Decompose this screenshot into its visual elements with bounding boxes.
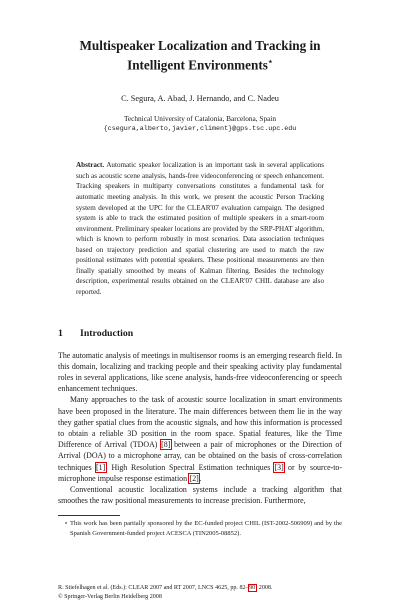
intro-paragraph-2 [58, 394, 342, 484]
footnote-text: This work has been partially sponsored by the EC-funded project CHIL (IST-2002-506909) and by the Spanish Government-funded project ACESCA (TIN2005-08852). [69, 520, 342, 537]
citation-line [58, 584, 342, 593]
citation-line-text-b: , 2008. [255, 585, 273, 591]
footnote [58, 519, 342, 537]
author-emails: {csegura,alberto,javier,climent}@gps.tsc.upc.edu [103, 125, 297, 134]
paper-title [58, 38, 342, 73]
abstract-label: Abstract. [76, 161, 105, 170]
para2-text-b: between a pair of microphones or the Direction of Arrival (DOA) to a microphone array, can be obtained on the basis of cross-correlation techniques [58, 440, 342, 472]
para2-text-d: or by source-to-microphone impulse response estimation [58, 462, 342, 483]
section-heading-introduction [58, 328, 342, 339]
title-line-1: Multispeaker Localization and Tracking in [79, 38, 321, 53]
introduction-body [58, 350, 342, 507]
para2-text-a: Many approaches to the task of acoustic source localization in smart environments have been proposed in the literature. The main differences between them lie in the way they gather spatial clues from the acoustic signals, and how this information is processed to obtain a reliable 3D position in the room space. Spatial features, like the Time Difference of Arrival (TDOA) [58, 395, 342, 450]
footnote-mark: ⋆ [64, 520, 69, 528]
para2-text-c: , High Resolution Spectral Estimation techniques [105, 462, 275, 472]
citation-line-text-a: R. Stiefelhagen et al. (Eds.): CLEAR 2007 and RT 2007, LNCS 4625, pp. 82– [58, 585, 249, 591]
title-footnote-mark: ⋆ [267, 57, 273, 66]
title-line-2: Intelligent Environments [127, 57, 268, 73]
citation-link-8[interactable]: [8] [161, 440, 171, 450]
citation-link-1[interactable]: [1] [96, 462, 106, 472]
abstract-text: Automatic speaker localization is an important task in several applications such as acoustic scene analysis, hands-free videoconferencing or speech enhancement. Tracking speakers in multiparty conversations constitutes a fundamental task for automatic meeting analysis. In this work, we present the acoustic Person Tracking system developed at the UPC for the CLEAR'07 evaluation campaign. The designed system is able to track the estimated position of multiple speakers in a smart-room environment. Preliminary speaker locations are provided by the SRP-PHAT algorithm, which is known to perform robustly in most scenarios. Data association techniques based on trajectory prediction and spatial clustering are used to match the raw positional estimates with potential speakers. These positional measurements are then finally spatially smoothed by means of Kalman filtering. Besides the technology description, experimental results obtained on the CLEAR'07 CHIL database are also reported. [76, 161, 324, 296]
affiliation: Technical University of Catalonia, Barcelona, Spain [123, 114, 277, 124]
author-list: C. Segura, A. Abad, J. Hernando, and C. Nadeu [121, 94, 279, 104]
intro-paragraph-3: Conventional acoustic localization systems include a tracking algorithm that smoothes the raw positional measurements to increase precision. Furthermore, [58, 484, 342, 506]
copyright-block [58, 584, 342, 601]
section-title: Introduction [80, 327, 134, 339]
publisher-line: © Springer-Verlag Berlin Heidelberg 2008 [58, 593, 162, 600]
citation-link-3[interactable]: [3] [274, 462, 284, 472]
footnote-divider [58, 515, 120, 516]
section-number: 1 [58, 327, 63, 339]
last-page-link[interactable]: 90 [249, 585, 256, 591]
citation-link-2[interactable]: [2] [189, 473, 199, 483]
abstract [76, 160, 324, 297]
para2-text-e: . [199, 473, 202, 483]
intro-paragraph-1: The automatic analysis of meetings in multisensor rooms is an emerging research field. In this domain, localizing and tracking people and their speaking activity play fundamental roles in several applications, like scene analysis, hands-free videoconferencing or speech enhancement techniques. [58, 350, 342, 394]
